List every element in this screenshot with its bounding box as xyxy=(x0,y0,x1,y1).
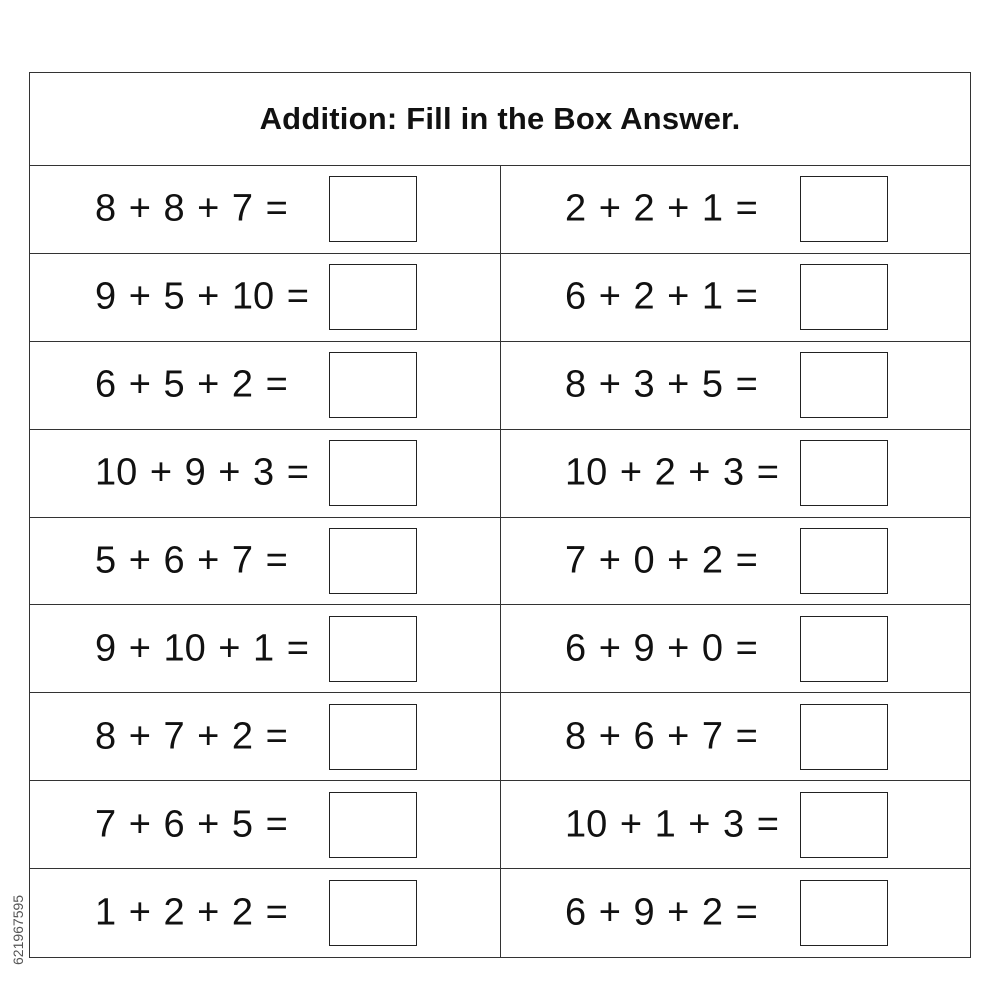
equation-text: 2 + 2 + 1 = xyxy=(565,187,758,230)
equation-text: 6 + 2 + 1 = xyxy=(565,275,758,318)
answer-box[interactable] xyxy=(329,264,417,330)
equation-cell xyxy=(30,693,501,781)
equation-text: 8 + 6 + 7 = xyxy=(565,715,758,758)
equation-text: 9 + 5 + 10 = xyxy=(95,275,309,318)
answer-box[interactable] xyxy=(800,264,888,330)
answer-box[interactable] xyxy=(800,528,888,594)
answer-box[interactable] xyxy=(800,440,888,506)
equation-text: 10 + 1 + 3 = xyxy=(565,803,779,846)
equation-cell xyxy=(501,342,970,430)
equation-text: 7 + 6 + 5 = xyxy=(95,803,288,846)
equation-text: 9 + 10 + 1 = xyxy=(95,627,309,670)
equation-cell xyxy=(30,518,501,606)
equation-cell xyxy=(30,254,501,342)
equation-text: 8 + 8 + 7 = xyxy=(95,187,288,230)
answer-box[interactable] xyxy=(800,616,888,682)
equation-cell xyxy=(501,693,970,781)
equation-text: 10 + 9 + 3 = xyxy=(95,451,309,494)
title-row xyxy=(30,73,970,166)
worksheet xyxy=(29,72,971,958)
equation-cell xyxy=(501,605,970,693)
worksheet-title: Addition: Fill in the Box Answer. xyxy=(259,101,741,136)
equation-cell xyxy=(30,781,501,869)
answer-box[interactable] xyxy=(800,880,888,946)
equation-cell xyxy=(30,342,501,430)
answer-box[interactable] xyxy=(329,616,417,682)
equation-cell xyxy=(30,430,501,518)
equation-text: 8 + 7 + 2 = xyxy=(95,715,288,758)
answer-box[interactable] xyxy=(329,792,417,858)
answer-box[interactable] xyxy=(800,352,888,418)
equation-text: 6 + 5 + 2 = xyxy=(95,363,288,406)
equation-cell xyxy=(501,869,970,957)
equation-text: 5 + 6 + 7 = xyxy=(95,539,288,582)
answer-box[interactable] xyxy=(329,528,417,594)
equation-cell xyxy=(501,430,970,518)
equation-text: 8 + 3 + 5 = xyxy=(565,363,758,406)
equation-cell xyxy=(30,869,501,957)
equation-cell xyxy=(501,254,970,342)
side-id-text: 621967595 xyxy=(10,894,26,965)
equation-cell xyxy=(30,605,501,693)
equation-text: 7 + 0 + 2 = xyxy=(565,539,758,582)
equation-text: 10 + 2 + 3 = xyxy=(565,451,779,494)
equation-text: 6 + 9 + 2 = xyxy=(565,891,758,934)
answer-box[interactable] xyxy=(800,792,888,858)
answer-box[interactable] xyxy=(329,176,417,242)
answer-box[interactable] xyxy=(329,704,417,770)
equation-text: 1 + 2 + 2 = xyxy=(95,891,288,934)
equation-grid xyxy=(30,166,970,957)
equation-cell xyxy=(501,166,970,254)
answer-box[interactable] xyxy=(800,176,888,242)
answer-box[interactable] xyxy=(329,440,417,506)
equation-text: 6 + 9 + 0 = xyxy=(565,627,758,670)
answer-box[interactable] xyxy=(800,704,888,770)
equation-cell xyxy=(30,166,501,254)
answer-box[interactable] xyxy=(329,880,417,946)
side-id-label xyxy=(8,765,28,965)
equation-cell xyxy=(501,781,970,869)
equation-cell xyxy=(501,518,970,606)
answer-box[interactable] xyxy=(329,352,417,418)
